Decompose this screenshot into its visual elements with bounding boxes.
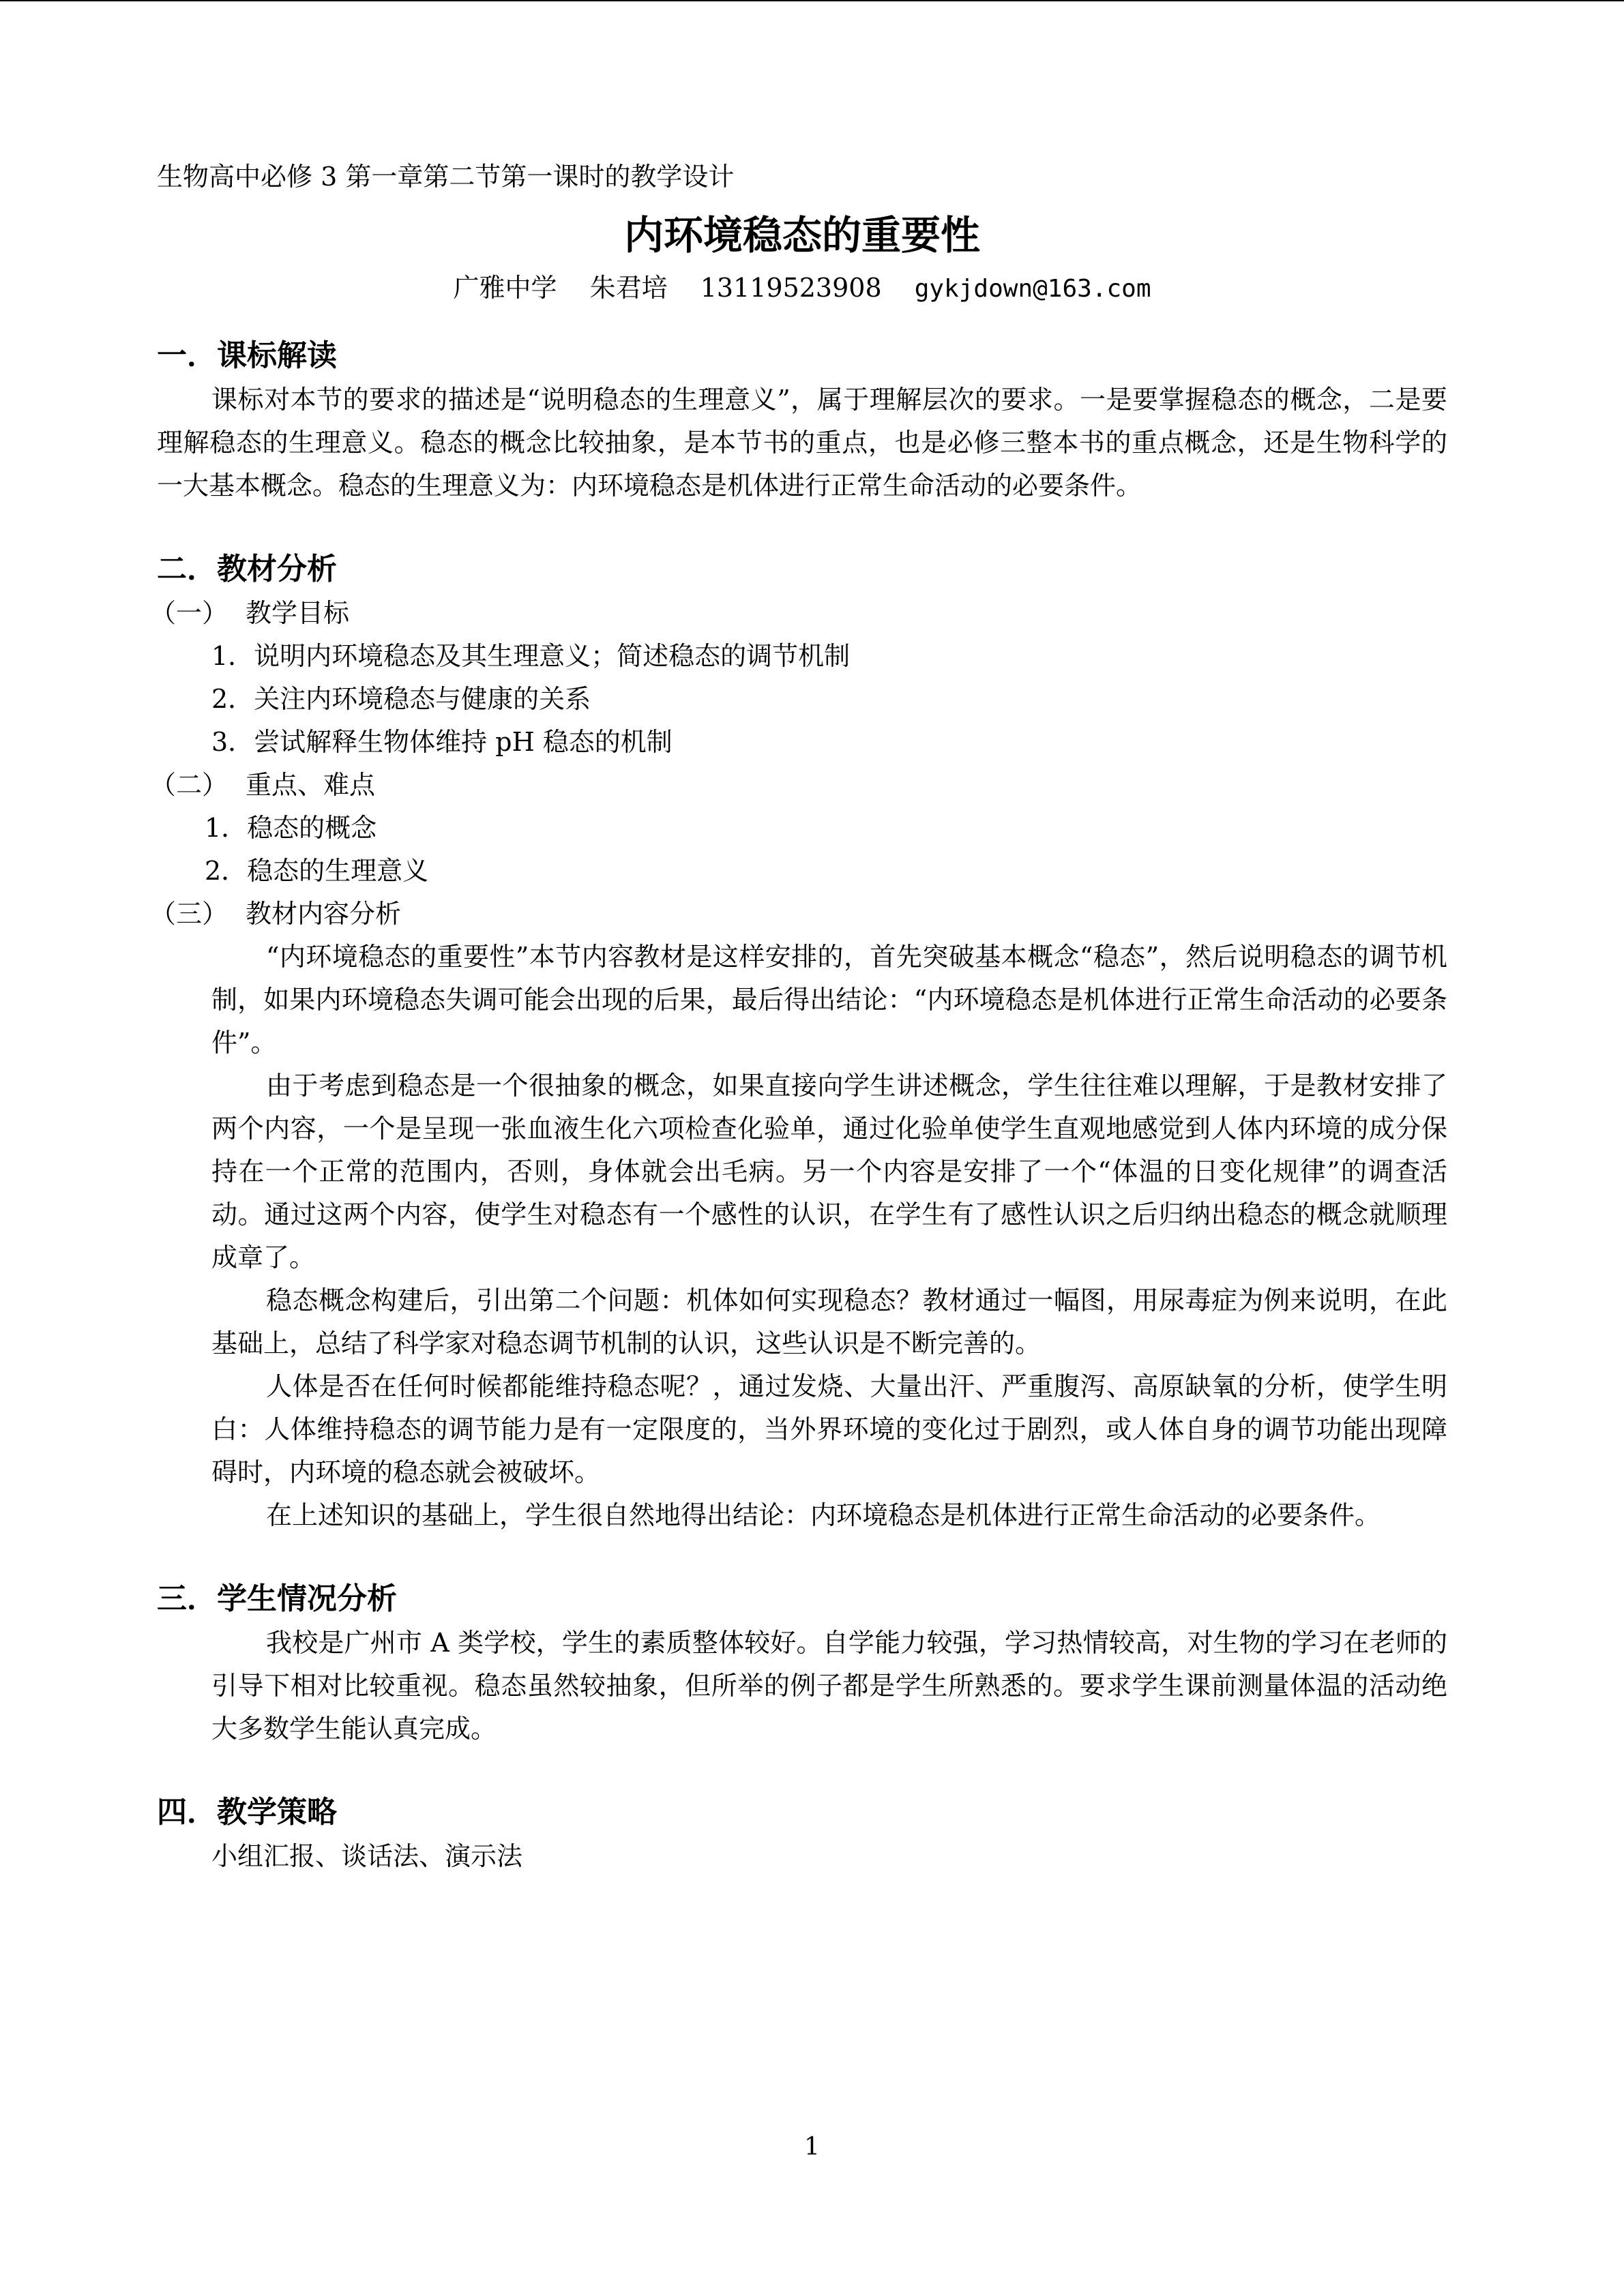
section-4-paragraph: 小组汇报、谈话法、演示法	[211, 1841, 523, 1871]
goal-item: 1．说明内环境稳态及其生理意义；简述稳态的调节机制	[211, 641, 851, 671]
subsection-3-title: 教材内容分析	[246, 899, 402, 929]
document-page	[150, 155, 1447, 1878]
subject-line: 生物高中必修 3 第一章第二节第一课时的教学设计	[157, 162, 735, 192]
subsection-1-label: （一）	[150, 598, 228, 628]
subsection-3-label: （三）	[150, 899, 228, 929]
page-top-border	[0, 0, 1624, 1]
section-3-paragraph: 我校是广州市 A 类学校，学生的素质整体较好。自学能力较强，学习热情较高，对生物的学习在老师的引导下相对比较重视。稳态虽然较抽象，但所举的例子都是学生所熟悉的。要求学生课前测量体温的活动绝大多数学生能认真完成。	[211, 1628, 1447, 1744]
subsection-1-title: 教学目标	[246, 598, 350, 628]
subsection-3	[150, 893, 1447, 936]
analysis-paragraph: 由于考虑到稳态是一个很抽象的概念，如果直接向学生讲述概念，学生往往难以理解，于是教材安排了两个内容，一个是呈现一张血液生化六项检查化验单，通过化验单使学生直观地感觉到人体内环境的成分保持在一个正常的范围内，否则，身体就会出毛病。另一个内容是安排了一个“体温的日变化规律”的调查活动。通过这两个内容，使学生对稳态有一个感性的认识，在学生有了感性认识之后归纳出稳态的概念就顺理成章了。	[211, 1071, 1447, 1272]
author-email: gykjdown@163.com	[914, 275, 1151, 303]
subsection-2	[150, 764, 1447, 807]
section-1-paragraph: 课标对本节的要求的描述是“说明稳态的生理意义”，属于理解层次的要求。一是要掌握稳态的概念，二是要理解稳态的生理意义。稳态的概念比较抽象，是本节书的重点，也是必修三整本书的重点概念，还是生物科学的一大基本概念。稳态的生理意义为：内环境稳态是机体进行正常生命活动的必要条件。	[157, 385, 1447, 501]
subsection-2-label: （二）	[150, 770, 228, 800]
section-heading-2: 二．教材分析	[157, 552, 337, 586]
subsection-1	[150, 592, 1447, 635]
content-analysis-block	[157, 936, 1447, 1537]
author-school: 广雅中学	[453, 273, 557, 303]
analysis-paragraph: 在上述知识的基础上，学生很自然地得出结论：内环境稳态是机体进行正常生命活动的必要条件。	[266, 1500, 1381, 1530]
analysis-paragraph: 人体是否在任何时候都能维持稳态呢？，通过发烧、大量出汗、严重腹泻、高原缺氧的分析，使学生明白：人体维持稳态的调节能力是有一定限度的，当外界环境的变化过于剧烈，或人体自身的调节功能出现障碍时，内环境的稳态就会被破坏。	[211, 1371, 1447, 1487]
section-heading-1: 一．课标解读	[157, 338, 337, 373]
goal-item: 3．尝试解释生物体维持 pH 稳态的机制	[211, 727, 673, 757]
analysis-paragraph: 稳态概念构建后，引出第二个问题：机体如何实现稳态？教材通过一幅图，用尿毒症为例来说明，在此基础上，总结了科学家对稳态调节机制的认识，这些认识是不断完善的。	[211, 1285, 1447, 1358]
keypoint-item: 1．稳态的概念	[205, 813, 377, 843]
author-name: 朱君培	[589, 273, 668, 303]
author-line	[157, 267, 1447, 310]
section-heading-4: 四．教学策略	[157, 1795, 337, 1830]
goal-item: 2．关注内环境稳态与健康的关系	[211, 684, 591, 714]
page-title: 内环境稳态的重要性	[623, 212, 980, 258]
student-analysis-block	[157, 1622, 1447, 1750]
author-phone: 13119523908	[700, 273, 882, 303]
keypoint-item: 2．稳态的生理意义	[205, 856, 429, 886]
analysis-paragraph: “内环境稳态的重要性”本节内容教材是这样安排的，首先突破基本概念“稳态”，然后说明稳态的调节机制，如果内环境稳态失调可能会出现的后果，最后得出结论：“内环境稳态是机体进行正常生命活动的必要条件”。	[211, 942, 1447, 1058]
page-number: 1	[804, 2133, 820, 2161]
section-heading-3: 三．学生情况分析	[157, 1581, 397, 1616]
subsection-2-title: 重点、难点	[246, 770, 376, 800]
